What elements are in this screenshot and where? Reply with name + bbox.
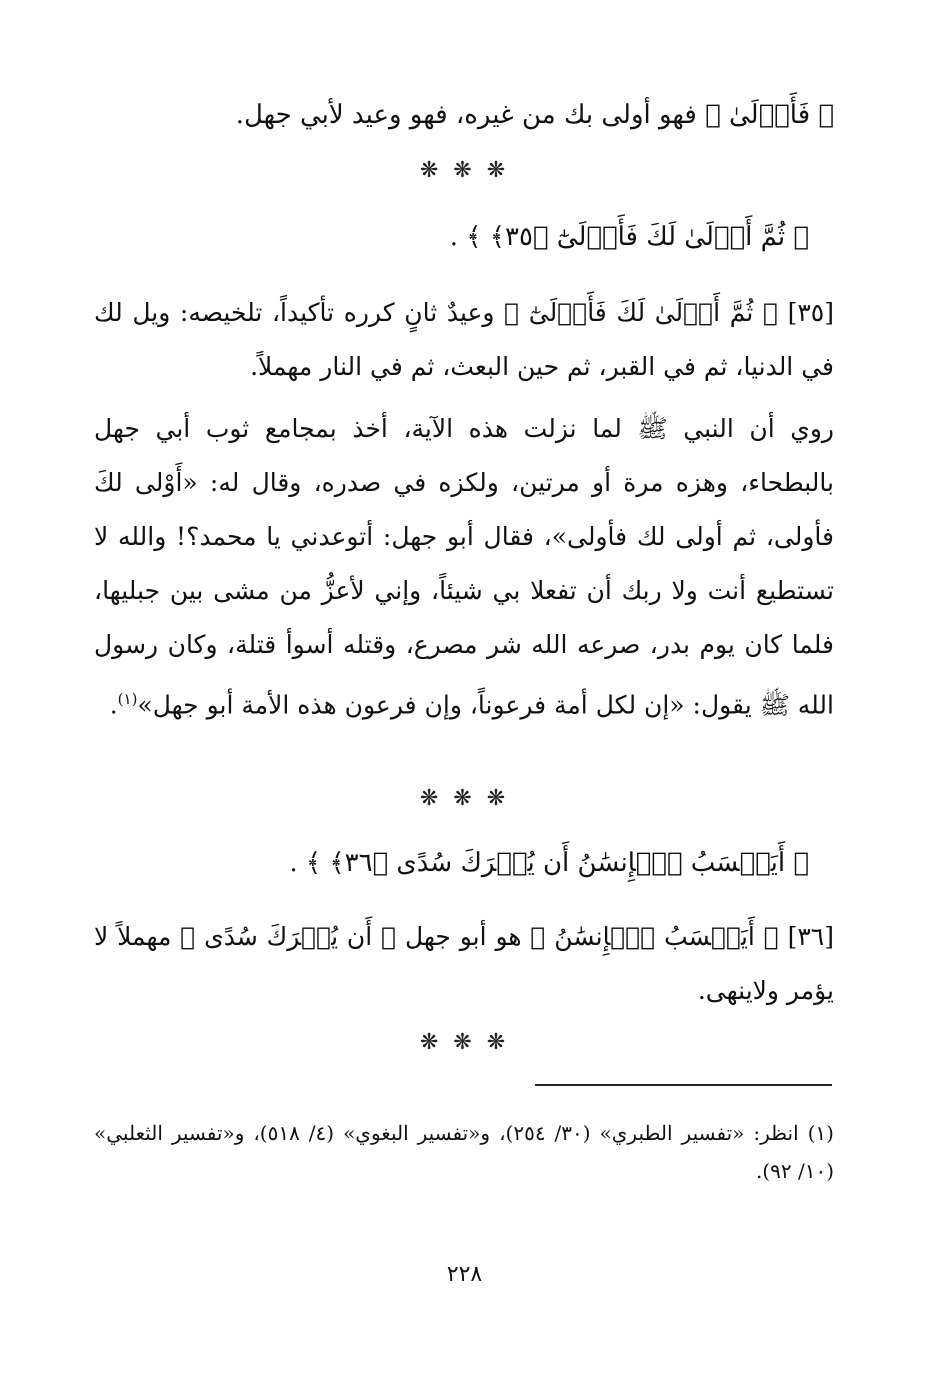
section-separator-3: ❋ ❋ ❋ [419, 1030, 510, 1055]
footnote-1: (١) انظر: «تفسير الطبري» (٣٠/ ٢٥٤)، و«تفسير البغوي» (٤/ ٥١٨)، و«تفسير الثعلبي» (١٠/ ٩٢). [94, 1121, 834, 1183]
page-number: ٢٢٨ [446, 1262, 483, 1287]
hadith-paragraph [94, 402, 834, 732]
commentary-paragraph-36: [٣٦] ﴿ أَيَحۡسَبُ ٱلۡإِنسَٰنُ ﴾ هو أبو جهل ﴿ أَن يُتۡرَكَ سُدًى ﴾ مهملاً لا يؤمر ولاينهى. [94, 922, 834, 1005]
quran-verse-36: ﴿ أَيَحۡسَبُ ٱلۡإِنسَٰنُ أَن يُتۡرَكَ سُدًى ﴿٣٦﴾ ﴾ . [289, 848, 809, 878]
commentary-paragraph-35: [٣٥] ﴿ ثُمَّ أَوۡلَىٰ لَكَ فَأَوۡلَىٰٓ ﴾ وعيدٌ ثانٍ كرره تأكيداً، تلخيصه: ويل لك في الدنيا، ثم في القبر، ثم حين البعث، ثم في النار مهملاً. [94, 298, 834, 381]
quran-verse-35: ﴿ ثُمَّ أَوۡلَىٰ لَكَ فَأَوۡلَىٰٓ ﴿٣٥﴾ ﴾ . [449, 222, 809, 252]
hadith-text: روي أن النبي ﷺ لما نزلت هذه الآية، أخذ بمجامع ثوب أبي جهل بالبطحاء، وهزه مرة أو مرتين، ولكزه في صدره، وقال له: «أَوْلى لكَ فأولى، ثم أولى لك فأولى»، فقال أبو جهل: أتوعدني يا محمد؟! والله لا تستطيع أنت ولا ربك أن تفعلا بي شيئاً، وإني لأعزُّ من مشى بين جبليها، فلما كان يوم بدر، صرعه الله شر مصرع، وقتله أسوأ قتلة، وكان رسول الله ﷺ يقول: «إن لكل أمة فرعوناً، وإن فرعون هذه الأمة أبو جهل» [94, 414, 834, 720]
commentary-line-top: ﴿ فَأَوۡلَىٰ ﴾ فهو أولى بك من غيره، فهو وعيد لأبي جهل. [235, 100, 834, 130]
footnote-divider [535, 1084, 832, 1086]
footnote-ref-1[interactable]: (١) [117, 690, 138, 708]
hadith-end: . [109, 690, 118, 720]
section-separator-1: ❋ ❋ ❋ [419, 158, 510, 183]
section-separator-2: ❋ ❋ ❋ [419, 786, 510, 811]
